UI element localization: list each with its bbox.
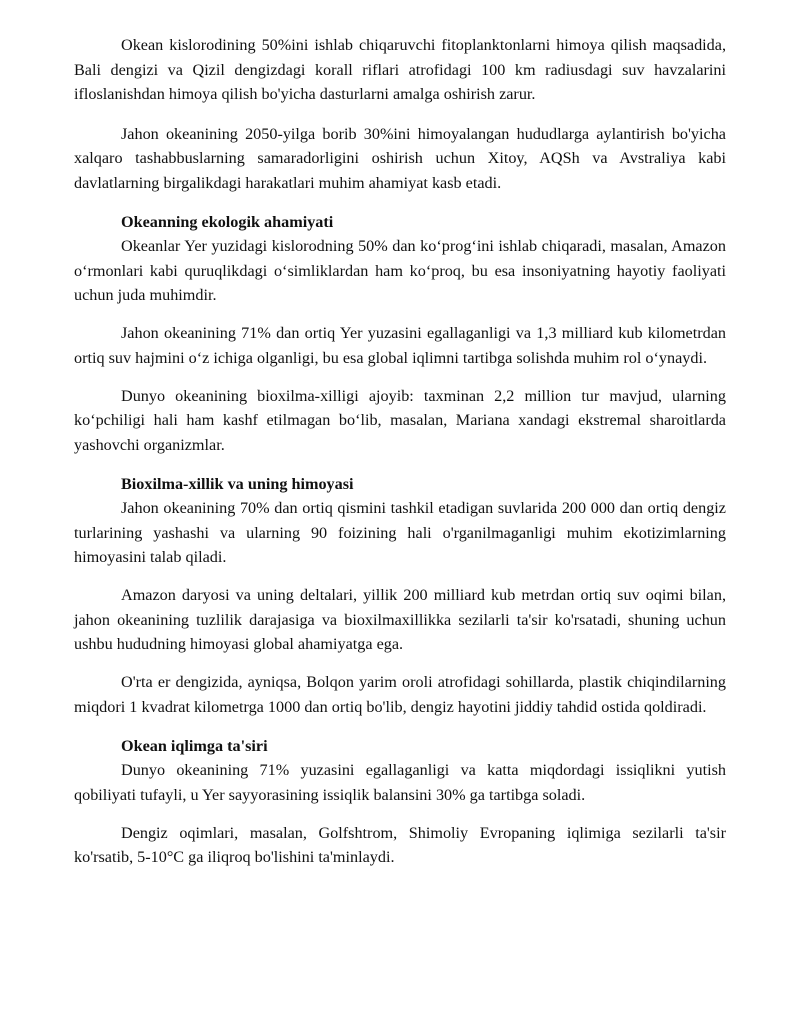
paragraph-biodiversity: Dunyo okeanining bioxilma-xilligi ajoyib: taxminan 2,2 million tur mavjud, ularning koʻpchiligi hali ham kashf etilmagan boʻlib, masalan, Mariana xandagi ekstremal sharoitlarda yashovchi organizmlar. — [74, 386, 726, 454]
paragraph-oxygen: Okeanlar Yer yuzidagi kislorodning 50% dan koʻprogʻini ishlab chiqaradi, masalan, Amazon oʻrmonlari kabi quruqlikdagi oʻsimliklardan ham koʻproq, bu esa insoniyatning hayotiy faoliyati uchun juda muhimdir. — [74, 237, 726, 304]
paragraph-heat-balance: Dunyo okeanining 71% yuzasini egallaganligi va katta miqdordagi issiqlikni yutish qobiliyati tufayli, u Yer sayyorasining issiqlik balansini 30% ga tartibga soladi. — [74, 761, 726, 804]
paragraph-mediterranean-plastic: O'rta er dengizida, ayniqsa, Bolqon yarim oroli atrofidagi sohillarda, plastik chiqindilarning miqdori 1 kvadrat kilometrga 1000 dan ortiq bo'lib, dengiz hayotini jiddiy tahdid ostida qoldiradi. — [74, 673, 726, 716]
paragraph-amazon-river: Amazon daryosi va uning deltalari, yillik 200 milliard kub metrdan ortiq suv oqimi bilan, jahon okeanining tuzlilik darajasiga va bioxilmaxillikka sezilarli ta'sir ko'rsatadi, shuning uchun ushbu hududning himoyasi global ahamiyatga ega. — [74, 586, 726, 653]
paragraph-fitoplankton: Okean kislorodining 50%ini ishlab chiqaruvchi fitoplanktonlarni himoya qilish maqsadida, Bali dengizi va Qizil dengizdagi korall riflari atrofidagi 100 km radiusdagi suv havzalarini ifloslanishdan himoya qilish bo'yicha dasturlarni amalga oshirish zarur. — [74, 36, 726, 103]
paragraph-ocean-coverage: Jahon okeanining 71% dan ortiq Yer yuzasini egallaganligi va 1,3 milliard kub kilometrdan ortiq suv hajmini oʻz ichiga olganligi, bu esa global iqlimni tartibga solishda muhim rol oʻynaydi. — [74, 324, 726, 367]
document-page — [74, 33, 726, 870]
heading-biodiversity-protection: Bioxilma-xillik va uning himoyasi — [121, 475, 354, 493]
paragraph-protected-areas: Jahon okeanining 2050-yilga borib 30%ini himoyalangan hududlarga aylantirish bo'yicha xalqaro tashabbuslarning samaradorligini oshirish uchun Xitoy, AQSh va Avstraliya kabi davlatlarning birgalikdagi harakatlari muhim ahamiyat kasb etadi. — [74, 124, 726, 192]
paragraph-marine-species: Jahon okeanining 70% dan ortiq qismini tashkil etadigan suvlarida 200 000 dan ortiq dengiz turlarining yashashi va ularning 90 foizining hali o'rganilmaganligi muhim ekotizimlarning himoyasini talab qiladi. — [74, 499, 726, 566]
heading-climate-impact: Okean iqlimga ta'siri — [121, 737, 268, 755]
paragraph-gulf-stream: Dengiz oqimlari, masalan, Golfshtrom, Shimoliy Evropaning iqlimiga sezilarli ta'sir ko'rsatib, 5-10°C ga iliqroq bo'lishini ta'minlaydi. — [74, 823, 726, 866]
heading-ecological-importance: Okeanning ekologik ahamiyati — [121, 213, 334, 231]
